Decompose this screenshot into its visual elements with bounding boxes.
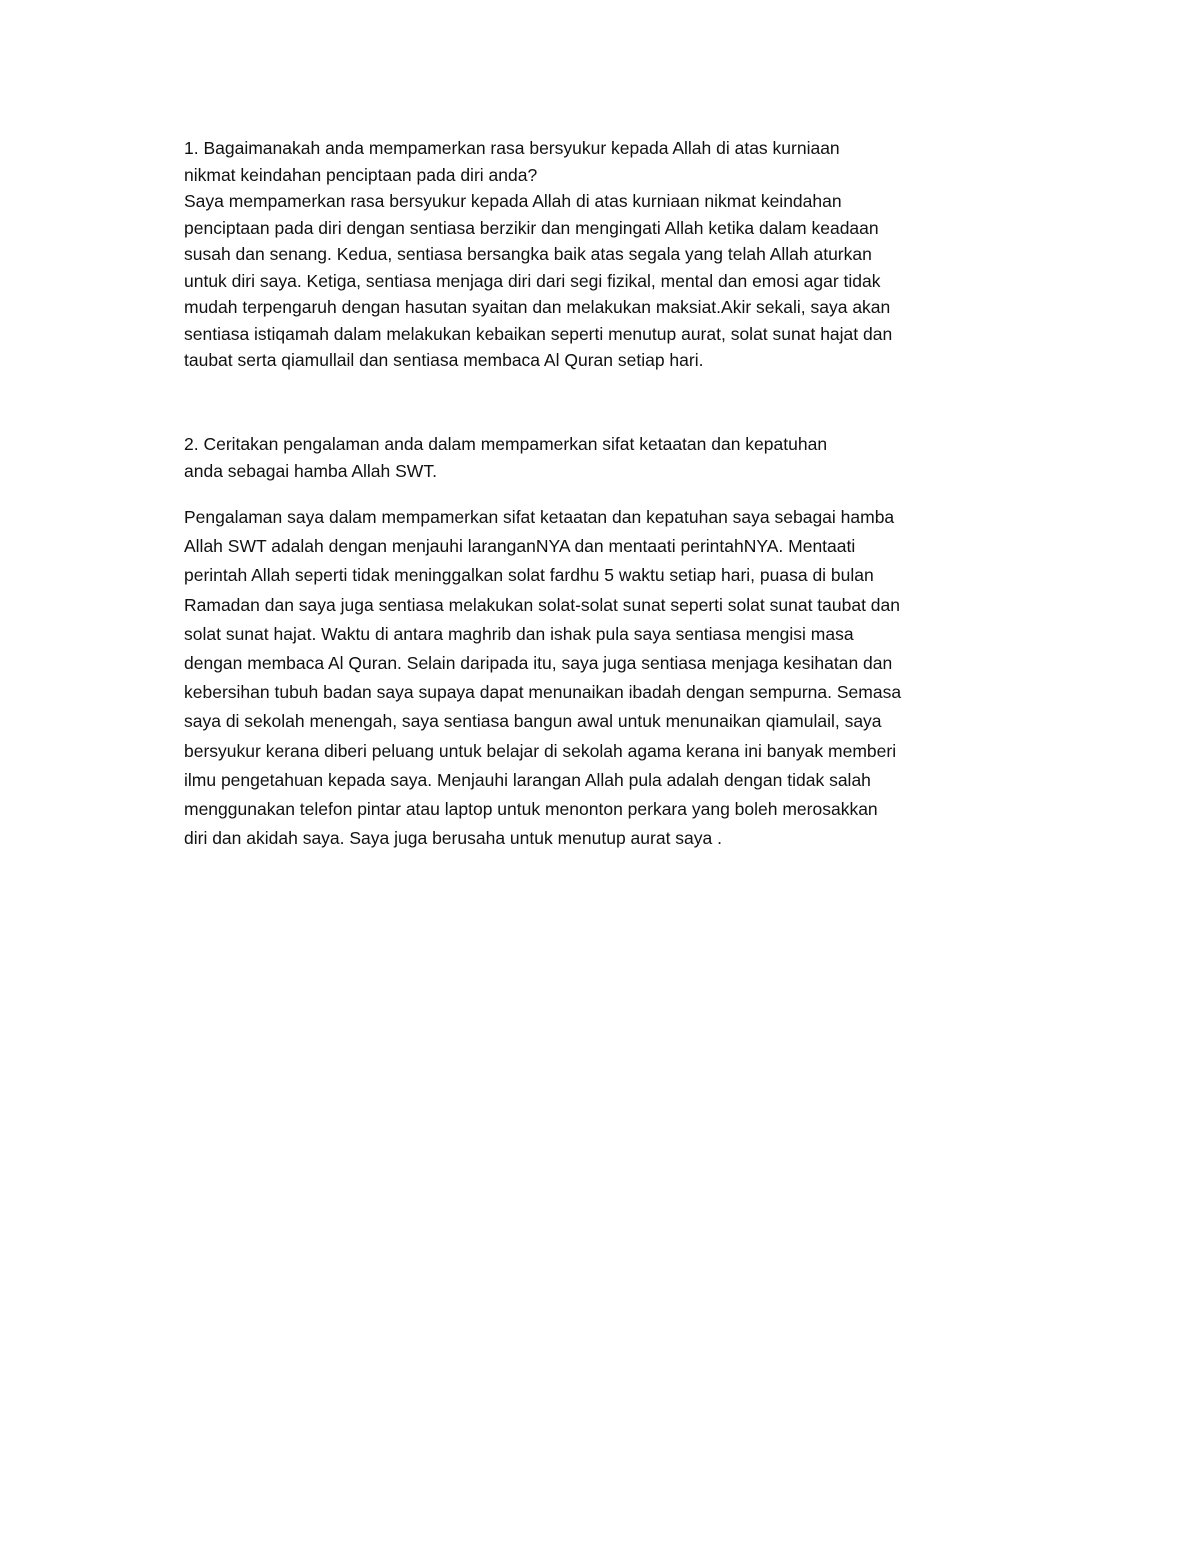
question-2-text-line: anda sebagai hamba Allah SWT. <box>184 460 437 481</box>
answer-1-text-line: Saya mempamerkan rasa bersyukur kepada Allah di atas kurniaan nikmat keindahan <box>184 191 842 211</box>
question-1-text-line: nikmat keindahan penciptaan pada diri anda? <box>184 164 538 185</box>
question-2-section <box>184 431 827 484</box>
answer-1-text-line: penciptaan pada diri dengan sentiasa berzikir dan mengingati Allah ketika dalam keadaan <box>184 217 879 238</box>
answer-1-text-line: sentiasa istiqamah dalam melakukan kebaikan seperti menutup aurat, solat sunat hajat dan <box>184 323 893 344</box>
question-2-text-line: 2. Ceritakan pengalaman anda dalam mempamerkan sifat ketaatan dan kepatuhan <box>184 434 828 454</box>
answer-2-text-line: ilmu pengetahuan kepada saya. Menjauhi larangan Allah pula adalah dengan tidak salah <box>184 769 871 790</box>
answer-2-text-line: perintah Allah seperti tidak meninggalkan solat fardhu 5 waktu setiap hari, puasa di bulan <box>184 565 874 586</box>
answer-2-section <box>184 503 901 853</box>
answer-2-text-line: dengan membaca Al Quran. Selain daripada itu, saya juga sentiasa menjaga kesihatan dan <box>184 653 893 674</box>
answer-2-text-line: diri dan akidah saya. Saya juga berusaha untuk menutup aurat saya . <box>184 828 722 849</box>
answer-2-text-line: Ramadan dan saya juga sentiasa melakukan solat-solat sunat seperti solat sunat taubat dan <box>184 594 901 615</box>
answer-2-text-line: Allah SWT adalah dengan menjauhi laranganNYA dan mentaati perintahNYA. Mentaati <box>184 536 856 557</box>
question-1-section <box>184 135 892 374</box>
answer-1-text-line: taubat serta qiamullail dan sentiasa membaca Al Quran setiap hari. <box>184 350 704 370</box>
answer-2-text-line: menggunakan telefon pintar atau laptop untuk menonton perkara yang boleh merosakkan <box>184 799 878 820</box>
answer-2-text-line: kebersihan tubuh badan saya supaya dapat menunaikan ibadah dengan sempurna. Semasa <box>184 682 902 703</box>
answer-2-text-line: saya di sekolah menengah, saya sentiasa bangun awal untuk menunaikan qiamulail, saya <box>184 711 882 732</box>
answer-1-text-line: untuk diri saya. Ketiga, sentiasa menjaga diri dari segi fizikal, mental dan emosi agar tidak <box>184 270 881 291</box>
question-1-text-line: 1. Bagaimanakah anda mempamerkan rasa bersyukur kepada Allah di atas kurniaan <box>184 138 840 158</box>
answer-1-text-line: mudah terpengaruh dengan hasutan syaitan dan melakukan maksiat.Akir sekali, saya akan <box>184 297 891 317</box>
answer-1-text-line: susah dan senang. Kedua, sentiasa bersangka baik atas segala yang telah Allah aturkan <box>184 244 872 264</box>
answer-2-text-line: solat sunat hajat. Waktu di antara maghrib dan ishak pula saya sentiasa mengisi masa <box>184 623 854 644</box>
answer-2-text-line: bersyukur kerana diberi peluang untuk belajar di sekolah agama kerana ini banyak memberi <box>184 740 897 761</box>
answer-2-text-line: Pengalaman saya dalam mempamerkan sifat ketaatan dan kepatuhan saya sebagai hamba <box>184 507 895 527</box>
